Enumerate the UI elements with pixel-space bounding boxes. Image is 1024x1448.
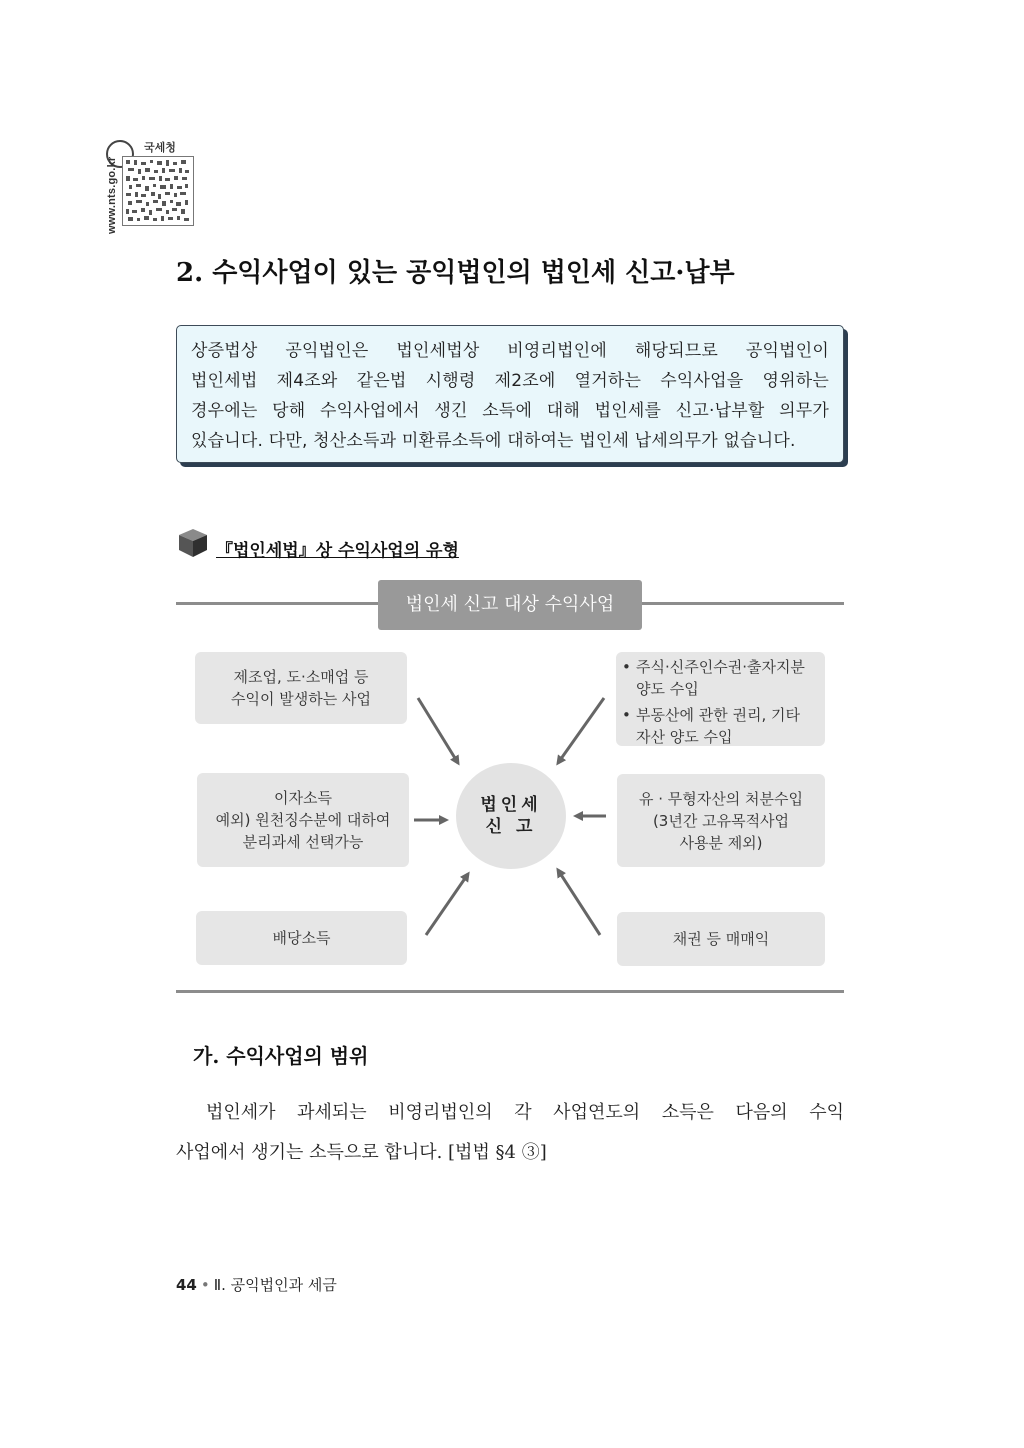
box-text: 제조업, 도·소매업 등: [233, 668, 369, 686]
summary-box: [176, 325, 844, 463]
summary-line: 법인세법 제4조와 같은법 시행령 제2조에 열거하는 수익사업을 영위하는: [191, 371, 829, 391]
box-bond-trading: [617, 912, 825, 966]
list-item: • 부동산에 관한 권리, 기타 자산 양도 수입: [618, 704, 819, 748]
box-text: (3년간 고유목적사업: [652, 811, 790, 830]
page-footer: [176, 1274, 337, 1295]
box-manufacturing: [195, 652, 407, 724]
summary-line: 경우에는 당해 수익사업에서 생긴 소득에 대해 법인세를 신고·납부할 의무가: [191, 401, 829, 421]
chapter-title: Ⅱ. 공익법인과 세금: [213, 1276, 337, 1294]
arrow-right-bot: [558, 870, 600, 935]
summary-line: 있습니다. 다만, 청산소득과 미환류소득에 대하여는 법인세 납세의무가 없습니다.: [191, 431, 796, 451]
box-interest-income: [197, 773, 409, 867]
center-circle: [456, 763, 566, 869]
site-url: www.nts.go.kr: [106, 156, 118, 234]
box-text: 예외) 원천징수분에 대하여: [215, 811, 391, 829]
org-name: 국세청: [144, 141, 176, 154]
list-item: • 주식·신주인수권·출자지분 양도 수입: [618, 656, 819, 700]
summary-line: 상증법상 공익법인은 법인세법상 비영리법인에 해당되므로 공익법인이: [191, 341, 829, 361]
box-text: 사용분 제외): [679, 833, 763, 852]
arrow-right-top: [558, 698, 604, 763]
center-text: 법인세: [480, 795, 542, 815]
box-text: 채권 등 매매익: [672, 930, 770, 948]
body-line: 사업에서 생기는 소득으로 합니다. [법법 §4 ③]: [176, 1142, 547, 1163]
subsection-title: 가. 수익사업의 범위: [193, 1044, 369, 1068]
box-dividend-income: [196, 911, 407, 965]
diagram-banner: 법인세 신고 대상 수익사업: [378, 580, 642, 630]
box-text: 수익이 발생하는 사업: [231, 690, 371, 708]
body-paragraph: [176, 1093, 844, 1173]
center-text: 신 고: [485, 817, 537, 837]
box-text: 분리과세 선택가능: [242, 833, 364, 851]
box-asset-transfer: [616, 652, 825, 746]
qr-code-icon: [122, 156, 194, 226]
box-text: 이자소득: [274, 789, 332, 807]
income-type-diagram: [176, 580, 844, 995]
nts-logo: [104, 138, 194, 234]
box-asset-disposal: [617, 774, 825, 867]
body-line: 법인세가 과세되는 비영리법인의 각 사업연도의 소득은 다음의 수익: [206, 1102, 844, 1123]
bullet-icon: •: [200, 1276, 210, 1294]
box-text: 유 · 무형자산의 처분수입: [639, 789, 803, 808]
section-title: 2. 수익사업이 있는 공익법인의 법인세 신고·납부: [176, 258, 735, 288]
arrow-left-top: [418, 698, 458, 763]
diagram-heading-text: 『법인세법』상 수익사업의 유형: [216, 541, 459, 561]
page-number: 44: [176, 1276, 197, 1294]
cube-icon: [176, 526, 210, 560]
box-text: 배당소득: [272, 929, 331, 947]
arrow-left-bot: [426, 874, 468, 935]
